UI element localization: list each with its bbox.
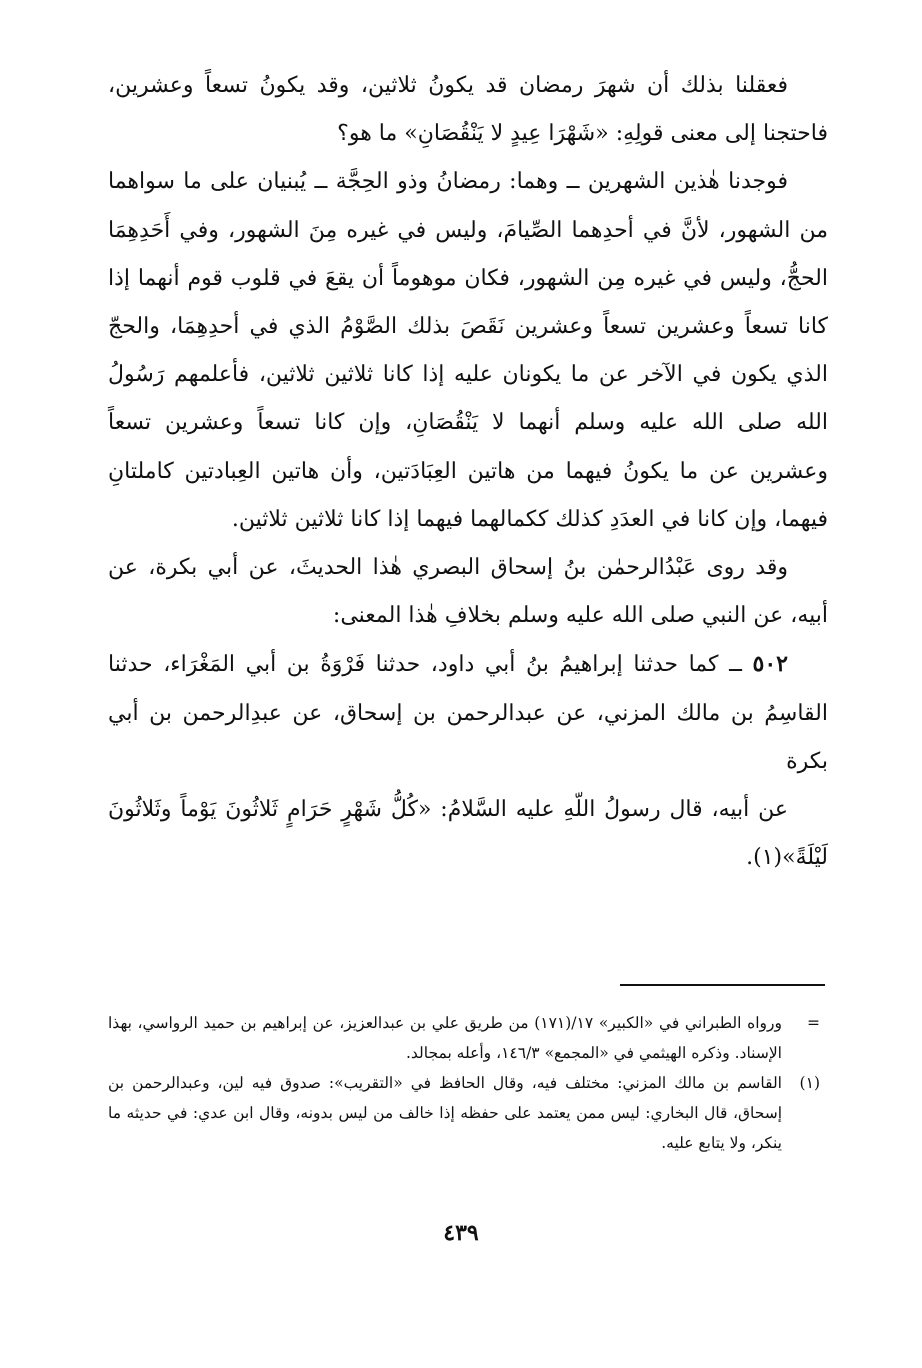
hadith-dash: ــ bbox=[729, 652, 742, 678]
hadith-chain bbox=[108, 640, 828, 786]
hadith-number: ٥٠٢ bbox=[752, 651, 788, 678]
hadith-text: عن أبيه، قال رسولُ اللّهِ عليه السَّلامُ: «كُلُّ شَهْرٍ حَرَامٍ ثَلاثُونَ يَوْماً وثَلاثُونَ لَيْلَةً»(١). bbox=[108, 797, 828, 871]
footnote-1 bbox=[108, 1068, 820, 1158]
paragraph-1: فعقلنا بذلك أن شهرَ رمضان قد يكونُ ثلاثين، وقد يكونُ تسعاً وعشرين، فاحتجنا إلى معنى قولِهِ: «شَهْرَا عِيدٍ لا يَنْقُصَانِ» ما هو؟ bbox=[108, 73, 828, 147]
footnotes bbox=[108, 1008, 820, 1158]
footnote-text: القاسم بن مالك المزني: مختلف فيه، وقال الحافظ في «التقريب»: صدوق فيه لين، وعبدالرحمن بن إسحاق، قال البخاري: ليس ممن يعتمد على حفظه إذا خالف من ليس بدونه، وقال ابن عدي: في حديثه ما ينكر، ولا يتابع عليه. bbox=[108, 1074, 782, 1152]
paragraph-3: وقد روى عَبْدُالرحمٰن بنُ إسحاق البصري هٰذا الحديثَ، عن أبي بكرة، عن أبيه، عن النبي صلى الله عليه وسلم بخلافِ هٰذا المعنى: bbox=[108, 555, 828, 629]
hadith-isnad: كما حدثنا إبراهيمُ بنُ أبي داود، حدثنا فَرْوَةُ بن أبي المَغْرَاء، حدثنا القاسِمُ بن مالك المزني، عن عبدالرحمن بن إسحاق، عن عبدِالرحمن بن أبي بكرة bbox=[108, 652, 828, 774]
main-text bbox=[108, 62, 828, 882]
paragraph-2: فوجدنا هٰذين الشهرين ــ وهما: رمضانُ وذو الحِجَّة ــ يُبنيان على ما سواهما من الشهور، لأنَّ في أحدِهما الصِّيامَ، وليس في غيره مِنَ الشهور، وفي أَحَدِهِمَا الحجُّ، وليس في غيره مِن الشهور، فكان موهوماً أن يقعَ في قلوب قوم أنهما إذا كانا تسعاً وعشرين تسعاً وعشرين نَقَصَ بذلك الصَّوْمُ الذي في أحدِهِمَا، والحجّ الذي يكون في الآخر عن ما يكونان عليه إذا كانا ثلاثين ثلاثين، فأعلمهم رَسُولُ الله صلى الله عليه وسلم أنهما لا يَنْقُصَانِ، وإن كانا تسعاً وعشرين تسعاً وعشرين عن ما يكونُ فيهما من هاتين العِبَادَتين، وأن هاتين العِبادتين كاملتانِ فيهما، وإن كانا في العدَدِ كذلك ككمالهما فيهما إذا كانا ثلاثين ثلاثين. bbox=[108, 169, 828, 532]
footnote-mark: (١) bbox=[799, 1074, 820, 1092]
footnote-mark: = bbox=[807, 1014, 820, 1032]
footnote-text: ورواه الطبراني في «الكبير» ١٧/(١٧١) من طريق علي بن عبدالعزيز، عن إبراهيم بن حميد الرواسي، بهذا الإسناد. وذكره الهيثمي في «المجمع» ١٤٦/٣، وأعله بمجالد. bbox=[108, 1014, 782, 1062]
footnote-separator bbox=[620, 984, 825, 986]
page-number: ٤٣٩ bbox=[443, 1220, 479, 1246]
footnote-continuation bbox=[108, 1008, 820, 1068]
